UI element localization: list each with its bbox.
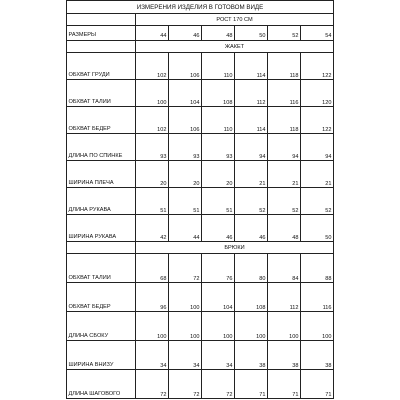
size-header: 52 [268,26,301,41]
table-row [67,53,334,80]
measurement-label: ОБХВАТ БЕДЕР [67,107,136,134]
section-heading-trousers: БРЮКИ [136,242,334,254]
measurement-value: 20 [202,161,235,188]
blank-cell [67,41,136,53]
measurement-value: 21 [268,161,301,188]
measurement-label: ОБХВАТ ГРУДИ [67,53,136,80]
measurement-value: 52 [235,188,268,215]
measurement-label: ДЛИНА РУКАВА [67,188,136,215]
table-title: ИЗМЕРЕНИЯ ИЗДЕЛИЯ В ГОТОВОМ ВИДЕ [67,1,334,14]
measurement-value: 21 [301,161,334,188]
blank-cell [67,14,136,26]
measurement-value: 21 [235,161,268,188]
sizes-label: РАЗМЕРЫ [67,26,136,41]
measurement-value: 72 [169,254,202,283]
measurement-value: 112 [235,80,268,107]
measurement-value: 104 [169,80,202,107]
measurement-value: 34 [136,341,169,370]
table-row [67,341,334,370]
table-row [67,312,334,341]
measurement-value: 116 [268,80,301,107]
measurement-label: ШИРИНА ВНИЗУ [67,341,136,370]
measurement-value: 106 [169,107,202,134]
measurement-value: 100 [268,312,301,341]
size-header: 46 [169,26,202,41]
measurement-value: 88 [301,254,334,283]
measurement-value: 72 [136,370,169,399]
measurement-value: 94 [235,134,268,161]
measurement-label: ШИРИНА РУКАВА [67,215,136,242]
measurement-value: 34 [202,341,235,370]
measurement-value: 118 [268,53,301,80]
table-row [67,215,334,242]
table-row [67,134,334,161]
measurement-value: 110 [202,53,235,80]
size-table [66,0,334,399]
measurement-value: 114 [235,107,268,134]
measurement-value: 51 [202,188,235,215]
table-row [67,188,334,215]
measurement-value: 96 [136,283,169,312]
measurement-value: 122 [301,53,334,80]
measurement-value: 46 [202,215,235,242]
section-heading-jacket: ЖАКЕТ [136,41,334,53]
size-header: 48 [202,26,235,41]
measurement-value: 116 [301,283,334,312]
measurement-value: 104 [202,283,235,312]
measurement-value: 106 [169,53,202,80]
measurement-value: 48 [268,215,301,242]
table-row [67,283,334,312]
measurement-label: ОБХВАТ ТАЛИИ [67,80,136,107]
measurement-value: 100 [169,312,202,341]
measurement-value: 108 [202,80,235,107]
measurement-value: 51 [169,188,202,215]
measurement-value: 34 [169,341,202,370]
measurement-value: 100 [136,312,169,341]
size-header: 50 [235,26,268,41]
measurement-value: 52 [301,188,334,215]
measurement-value: 76 [202,254,235,283]
measurement-value: 71 [268,370,301,399]
measurement-value: 72 [169,370,202,399]
measurement-value: 122 [301,107,334,134]
measurement-value: 112 [268,283,301,312]
measurement-value: 120 [301,80,334,107]
table-row [67,80,334,107]
measurement-value: 93 [202,134,235,161]
measurement-value: 80 [235,254,268,283]
table-row [67,254,334,283]
measurement-value: 114 [235,53,268,80]
measurement-value: 100 [301,312,334,341]
size-header: 44 [136,26,169,41]
measurement-value: 100 [169,283,202,312]
table-row [67,370,334,399]
measurement-value: 20 [136,161,169,188]
measurement-label: ДЛИНА СБОКУ [67,312,136,341]
measurement-value: 102 [136,107,169,134]
measurement-label: ОБХВАТ БЕДЕР [67,283,136,312]
measurement-value: 71 [235,370,268,399]
blank-cell [67,242,136,254]
height-row: РОСТ 170 СМ [136,14,334,26]
measurement-value: 42 [136,215,169,242]
measurement-value: 108 [235,283,268,312]
measurement-value: 46 [235,215,268,242]
measurement-value: 93 [136,134,169,161]
measurement-value: 44 [169,215,202,242]
table-row [67,161,334,188]
measurement-value: 93 [169,134,202,161]
measurement-value: 52 [268,188,301,215]
size-header: 54 [301,26,334,41]
measurement-value: 94 [301,134,334,161]
measurement-label: ШИРИНА ПЛЕЧА [67,161,136,188]
measurement-value: 38 [301,341,334,370]
measurement-value: 100 [202,312,235,341]
measurement-label: ДЛИНА ПО СПИНКЕ [67,134,136,161]
measurement-value: 51 [136,188,169,215]
measurement-value: 38 [268,341,301,370]
measurement-value: 118 [268,107,301,134]
measurement-value: 50 [301,215,334,242]
measurement-value: 84 [268,254,301,283]
measurement-value: 68 [136,254,169,283]
measurement-value: 100 [136,80,169,107]
measurement-value: 102 [136,53,169,80]
size-chart [66,0,333,400]
measurement-value: 110 [202,107,235,134]
measurement-value: 20 [169,161,202,188]
measurement-label: ДЛИНА ШАГОВОГО [67,370,136,399]
measurement-value: 38 [235,341,268,370]
measurement-label: ОБХВАТ ТАЛИИ [67,254,136,283]
measurement-value: 71 [301,370,334,399]
measurement-value: 100 [235,312,268,341]
measurement-value: 94 [268,134,301,161]
measurement-value: 72 [202,370,235,399]
table-row [67,107,334,134]
